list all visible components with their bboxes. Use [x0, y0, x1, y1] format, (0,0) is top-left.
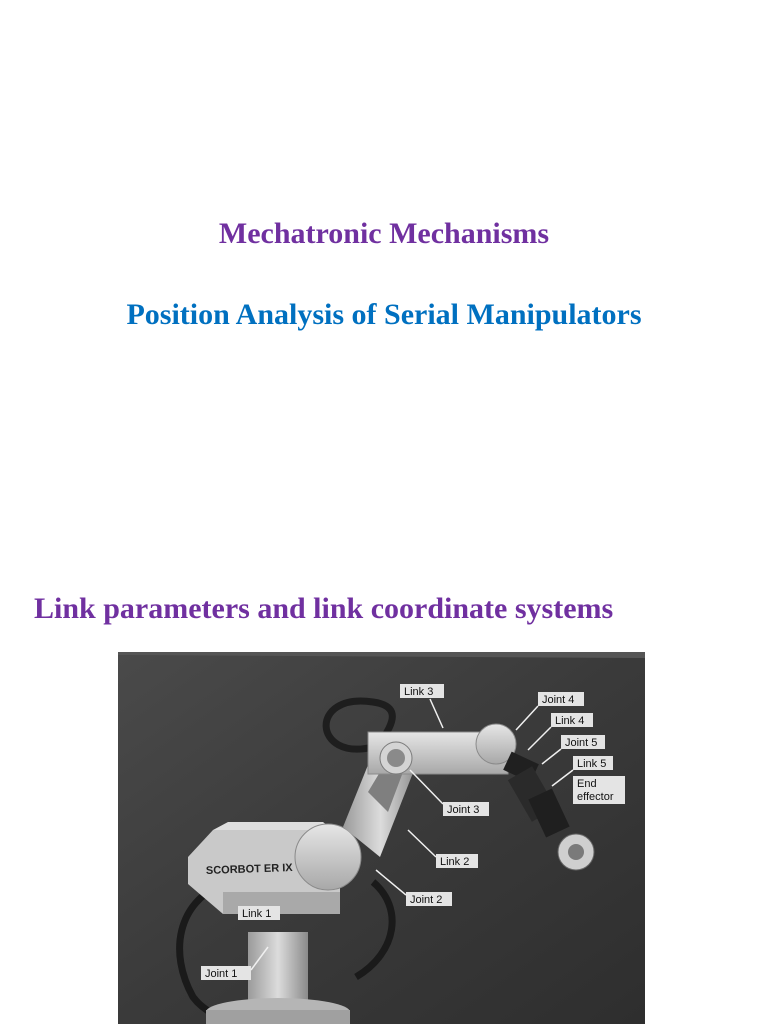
elbow-joint-hub: [387, 749, 405, 767]
label-end-effector: [573, 776, 625, 804]
svg-text:Joint 5: Joint 5: [565, 737, 598, 749]
svg-text:Joint 3: Joint 3: [447, 804, 480, 816]
end-effector-tool-center: [568, 844, 584, 860]
label-link1: [238, 906, 280, 920]
svg-text:Link 1: Link 1: [242, 908, 272, 920]
svg-text:Link 3: Link 3: [404, 686, 434, 698]
svg-text:Link 2: Link 2: [440, 856, 470, 868]
svg-text:effector: effector: [577, 791, 614, 803]
svg-text:Joint 1: Joint 1: [205, 968, 238, 980]
svg-text:Link 4: Link 4: [555, 715, 585, 727]
slide-subtitle: Position Analysis of Serial Manipulators: [126, 298, 642, 331]
robot-arm-figure: [118, 652, 645, 1024]
svg-text:End: End: [577, 778, 597, 790]
pedestal-base: [206, 1010, 350, 1024]
svg-text:Link 5: Link 5: [577, 758, 607, 770]
svg-text:Joint 2: Joint 2: [410, 894, 443, 906]
shoulder-joint: [295, 824, 361, 890]
slide-title: Mechatronic Mechanisms: [218, 217, 550, 250]
svg-text:Joint 4: Joint 4: [542, 694, 575, 706]
section-heading: Link parameters and link coordinate systems: [34, 592, 614, 625]
brand-text: SCORBOT ER IX: [205, 861, 293, 877]
